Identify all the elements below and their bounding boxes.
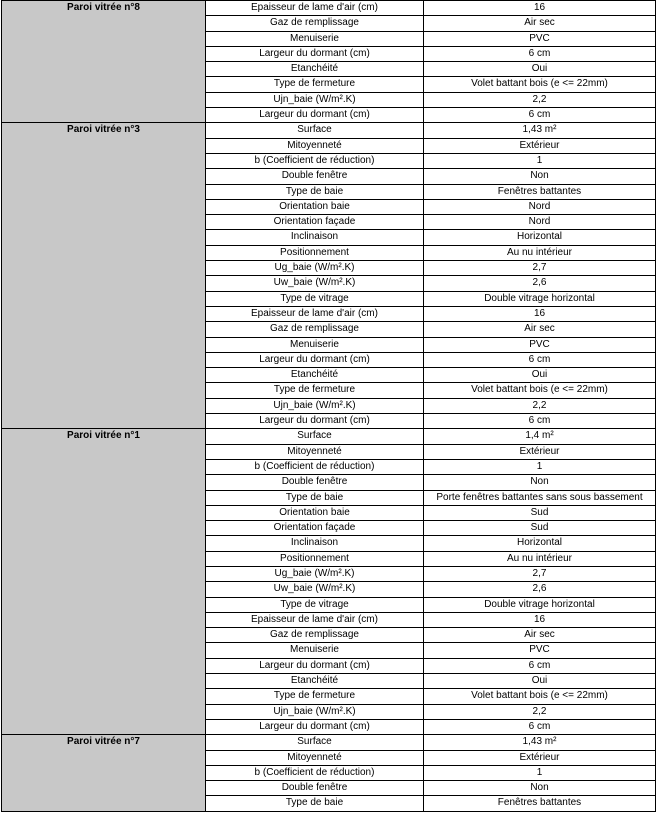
property-label: Largeur du dormant (cm) (206, 658, 424, 673)
property-label: b (Coefficient de réduction) (206, 459, 424, 474)
property-label: Inclinaison (206, 536, 424, 551)
property-value: Oui (424, 368, 656, 383)
property-label: Surface (206, 735, 424, 750)
property-value: 1 (424, 153, 656, 168)
property-label: Gaz de remplissage (206, 322, 424, 337)
property-label: Surface (206, 123, 424, 138)
property-value: Double vitrage horizontal (424, 597, 656, 612)
property-label: Positionnement (206, 551, 424, 566)
property-value: 1,43 m² (424, 123, 656, 138)
property-value: Extérieur (424, 138, 656, 153)
property-value: Fenêtres battantes (424, 796, 656, 811)
property-label: Epaisseur de lame d'air (cm) (206, 1, 424, 16)
section-title: Paroi vitrée n°7 (2, 735, 206, 811)
property-label: Ujn_baie (W/m².K) (206, 398, 424, 413)
property-label: Etanchéité (206, 368, 424, 383)
property-value: 6 cm (424, 414, 656, 429)
property-value: Air sec (424, 16, 656, 31)
property-value: Volet battant bois (e <= 22mm) (424, 689, 656, 704)
property-label: b (Coefficient de réduction) (206, 153, 424, 168)
glazing-walls-table (1, 0, 656, 812)
property-label: Gaz de remplissage (206, 628, 424, 643)
property-label: Surface (206, 429, 424, 444)
property-value: 2,7 (424, 566, 656, 581)
property-label: Double fenêtre (206, 781, 424, 796)
property-label: Menuiserie (206, 643, 424, 658)
section-title: Paroi vitrée n°3 (2, 123, 206, 429)
property-label: Type de fermeture (206, 383, 424, 398)
property-label: Ujn_baie (W/m².K) (206, 704, 424, 719)
property-label: Type de baie (206, 184, 424, 199)
property-label: Ujn_baie (W/m².K) (206, 92, 424, 107)
property-value: Fenêtres battantes (424, 184, 656, 199)
property-label: Type de vitrage (206, 597, 424, 612)
property-value: Non (424, 169, 656, 184)
property-label: Type de fermeture (206, 689, 424, 704)
property-label: Largeur du dormant (cm) (206, 352, 424, 367)
property-label: Uw_baie (W/m².K) (206, 582, 424, 597)
property-label: Menuiserie (206, 337, 424, 352)
property-value: 1,4 m² (424, 429, 656, 444)
property-value: Oui (424, 674, 656, 689)
property-label: Ug_baie (W/m².K) (206, 261, 424, 276)
property-label: Positionnement (206, 245, 424, 260)
property-value: 1,43 m² (424, 735, 656, 750)
property-value: Oui (424, 62, 656, 77)
property-value: Extérieur (424, 444, 656, 459)
property-value: PVC (424, 31, 656, 46)
property-label: Epaisseur de lame d'air (cm) (206, 612, 424, 627)
glazing-walls-document (1, 0, 655, 812)
property-value: Au nu intérieur (424, 551, 656, 566)
property-label: Ug_baie (W/m².K) (206, 566, 424, 581)
property-label: Double fenêtre (206, 475, 424, 490)
property-label: Type de baie (206, 490, 424, 505)
property-label: Gaz de remplissage (206, 16, 424, 31)
property-label: Mitoyenneté (206, 138, 424, 153)
property-value: 6 cm (424, 46, 656, 61)
property-label: Type de vitrage (206, 291, 424, 306)
property-label: Etanchéité (206, 62, 424, 77)
property-value: Air sec (424, 322, 656, 337)
property-value: Volet battant bois (e <= 22mm) (424, 383, 656, 398)
property-value: Horizontal (424, 230, 656, 245)
property-label: Mitoyenneté (206, 750, 424, 765)
property-value: 16 (424, 612, 656, 627)
property-label: Mitoyenneté (206, 444, 424, 459)
property-value: Non (424, 475, 656, 490)
property-value: Non (424, 781, 656, 796)
property-label: Orientation baie (206, 505, 424, 520)
property-value: Air sec (424, 628, 656, 643)
property-value: 1 (424, 765, 656, 780)
property-value: 6 cm (424, 719, 656, 734)
property-value: 2,7 (424, 261, 656, 276)
table-row (2, 429, 656, 444)
property-label: b (Coefficient de réduction) (206, 765, 424, 780)
property-label: Epaisseur de lame d'air (cm) (206, 306, 424, 321)
property-value: 2,6 (424, 276, 656, 291)
property-value: 6 cm (424, 658, 656, 673)
property-label: Inclinaison (206, 230, 424, 245)
property-value: 6 cm (424, 352, 656, 367)
property-value: Horizontal (424, 536, 656, 551)
table-row (2, 123, 656, 138)
property-value: 2,6 (424, 582, 656, 597)
property-value: 2,2 (424, 704, 656, 719)
property-value: 2,2 (424, 92, 656, 107)
property-label: Largeur du dormant (cm) (206, 414, 424, 429)
table-row (2, 1, 656, 16)
property-value: Extérieur (424, 750, 656, 765)
property-value: Sud (424, 505, 656, 520)
property-value: PVC (424, 337, 656, 352)
property-value: Double vitrage horizontal (424, 291, 656, 306)
property-value: Volet battant bois (e <= 22mm) (424, 77, 656, 92)
property-value: Sud (424, 521, 656, 536)
property-value: Au nu intérieur (424, 245, 656, 260)
property-value: Nord (424, 215, 656, 230)
property-label: Uw_baie (W/m².K) (206, 276, 424, 291)
property-label: Largeur du dormant (cm) (206, 108, 424, 123)
table-row (2, 735, 656, 750)
property-value: PVC (424, 643, 656, 658)
property-label: Type de fermeture (206, 77, 424, 92)
property-value: 1 (424, 459, 656, 474)
property-value: 16 (424, 1, 656, 16)
property-label: Largeur du dormant (cm) (206, 719, 424, 734)
property-label: Orientation baie (206, 199, 424, 214)
property-value: 2,2 (424, 398, 656, 413)
glazing-walls-table-body (2, 1, 656, 812)
property-label: Orientation façade (206, 215, 424, 230)
property-label: Etanchéité (206, 674, 424, 689)
section-title: Paroi vitrée n°1 (2, 429, 206, 735)
property-label: Menuiserie (206, 31, 424, 46)
property-label: Largeur du dormant (cm) (206, 46, 424, 61)
property-value: 16 (424, 306, 656, 321)
section-title: Paroi vitrée n°8 (2, 1, 206, 123)
property-value: Porte fenêtres battantes sans sous bassement (424, 490, 656, 505)
property-label: Type de baie (206, 796, 424, 811)
property-label: Double fenêtre (206, 169, 424, 184)
property-value: 6 cm (424, 108, 656, 123)
property-label: Orientation façade (206, 521, 424, 536)
property-value: Nord (424, 199, 656, 214)
